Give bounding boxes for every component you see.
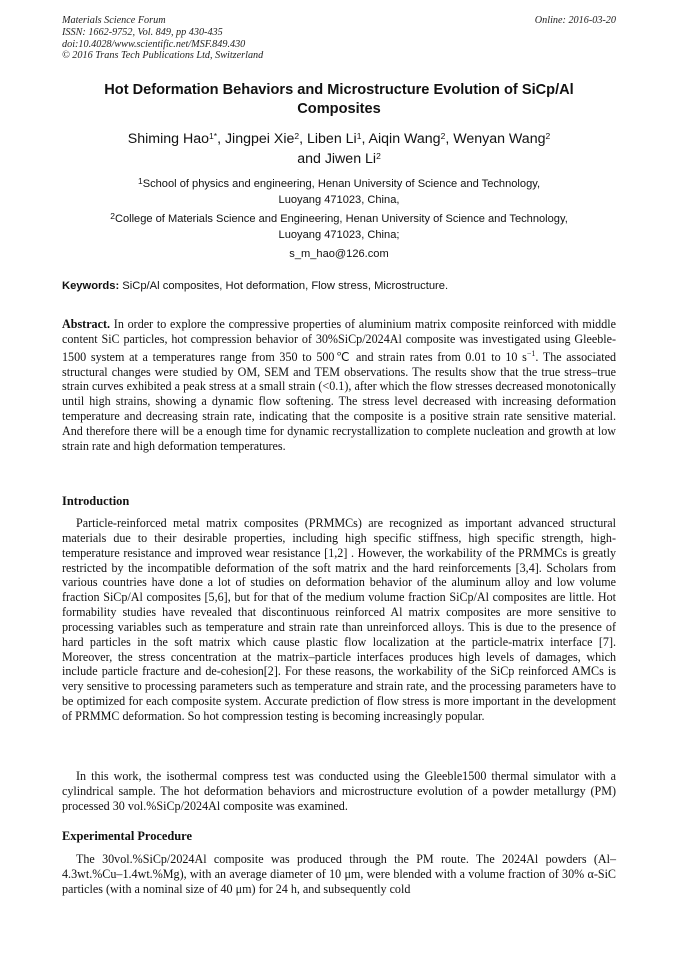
author-conjunction: and — [297, 151, 325, 167]
paragraph: In this work, the isothermal compress test was conducted using the Gleeble1500 thermal simulator with a cylindrical sample. The hot deformation behaviors and microstructure evolution of a powder metallurgy (PM) processed 30 vol.%SiCp/2024Al composite was examined. — [62, 769, 616, 813]
journal-name: Materials Science Forum — [62, 15, 166, 26]
affiliation — [62, 177, 616, 208]
abstract-exponent: −1 — [526, 348, 536, 358]
copyright-line: © 2016 Trans Tech Publications Ltd, Switzerland — [62, 50, 264, 62]
keywords-text: SiCp/Al composites, Hot deformation, Flow stress, Microstructure. — [119, 280, 449, 292]
author-separator: , — [445, 131, 454, 147]
author-separator: , — [217, 131, 225, 147]
author-affiliation-mark: 2 — [376, 151, 381, 161]
doi-line: doi:10.4028/www.scientific.net/MSF.849.430 — [62, 38, 246, 50]
section-heading-introduction: Introduction — [62, 494, 130, 508]
author-affiliation-mark: 2 — [294, 131, 300, 141]
issn-line: ISSN: 1662-9752, Vol. 849, pp 430-435 — [62, 26, 223, 38]
author-affiliation-mark: 2 — [545, 131, 551, 141]
paragraph: Particle-reinforced metal matrix composites (PRMMCs) are recognized as important advanced structural materials due to their desirable properties, including high specific stiffness, high specific strength, high-temperature resistance and improved wear resistance [1,2] . However, the workability of the PRMMCs is greatly restricted by the incompatible deformation of the soft matrix and the hard reinforcements [3,4]. Scholars from various countries have done a lot of studies on deformation behavior of the aluminum alloy and low volume fraction SiCp/Al composites [5,6], but for that of the medium volume fraction SiCp/Al composites are little. Hot formability studies have revealed that discontinuous reinforced Al matrix composites are more sensitive to processing variables such as temperature and strain rate than unreinforced alloys. This is due to the presence of hard particles in the soft matrix which cause plastic flow localization at the particle-matrix interface [7]. Moreover, the stress concentration at the matrix–particle interfaces produces high levels of damages, which include particle fracture and de-cohesion[2]. For these reasons, the workability of the SiCp reinforced AMCs is very sensitive to processing parameters such as temperature and strain rate, and the processing parameters have to be optimized for each composite system. Accurate prediction of flow stress is more important in the development of PRMMC deformation. So hot compression testing is becoming increasingly popular. — [62, 516, 616, 723]
author-affiliation-mark: 1* — [209, 131, 218, 141]
author-name: Wenyan Wang — [453, 131, 546, 147]
section-heading-experimental: Experimental Procedure — [62, 829, 192, 843]
author-name: Aiqin Wang — [368, 131, 441, 147]
affiliation-line: Luoyang 471023, China; — [278, 228, 400, 241]
author-separator: , — [361, 131, 369, 147]
affiliation-line: Luoyang 471023, China, — [278, 193, 400, 206]
affiliation-mark: 1 — [137, 176, 143, 186]
author-affiliation-mark: 1 — [356, 131, 362, 141]
paragraph: The 30vol.%SiCp/2024Al composite was produced through the PM route. The 2024Al powders (Al–4.3wt.%Cu–1.4wt.%Mg), with an average diameter of 10 μm, were blended with a volume fraction of 30% α-SiC particles (with a nominal size of 40 μm) for 24 h, and subsequently cold — [62, 852, 616, 896]
author-separator: , — [299, 131, 307, 147]
abstract-text: . The associated structural changes were studied by OM, SEM and TEM observations. The results show that the true stress–true strain curves exhibited a peak stress at a small strain (<0.1), after which the flow stresses decreased monotonically until high strains, showing a dynamic flow softening. The stress level decreased with increasing deformation temperature and decreasing strain rate, indicating that the composite is a positive strain rate sensitive material. And therefore there will be a enough time for dynamic recrystallization to complete nucleation and growth at low strain rate and high deformation temperatures. — [62, 349, 617, 453]
author-list — [62, 129, 616, 169]
author-name: Liben Li — [307, 131, 357, 147]
author-name: Jiwen Li — [324, 151, 377, 167]
abstract-label: Abstract. — [62, 317, 111, 331]
abstract — [62, 317, 616, 454]
author-name: Jingpei Xie — [224, 131, 295, 147]
author-name: Shiming Hao — [127, 131, 210, 147]
abstract-text: In order to explore the compressive properties of aluminium matrix composite reinforced with middle content SiC particles, hot compression behavior of 30%SiCp/2024Al composite was investigated using Gleeble-1500 system at a temperatures range from 350 to 500℃ and strain rates from 0.01 to 10 s — [62, 317, 616, 364]
keywords — [62, 280, 616, 292]
author-email: s_m_hao@126.com — [289, 248, 389, 260]
affiliation-mark: 2 — [110, 211, 115, 221]
paper-title: Hot Deformation Behaviors and Microstructure Evolution of SiCp/Al Composites — [104, 82, 574, 117]
keywords-label: Keywords: — [62, 280, 120, 292]
affiliation — [62, 212, 616, 243]
online-date: Online: 2016-03-20 — [534, 15, 616, 26]
journal-header — [62, 15, 263, 62]
affiliation-line: College of Materials Science and Engineering, Henan University of Science and Technology, — [114, 213, 568, 225]
affiliation-line: School of physics and engineering, Henan University of Science and Technology, — [142, 178, 541, 190]
author-affiliation-mark: 2 — [440, 131, 446, 141]
